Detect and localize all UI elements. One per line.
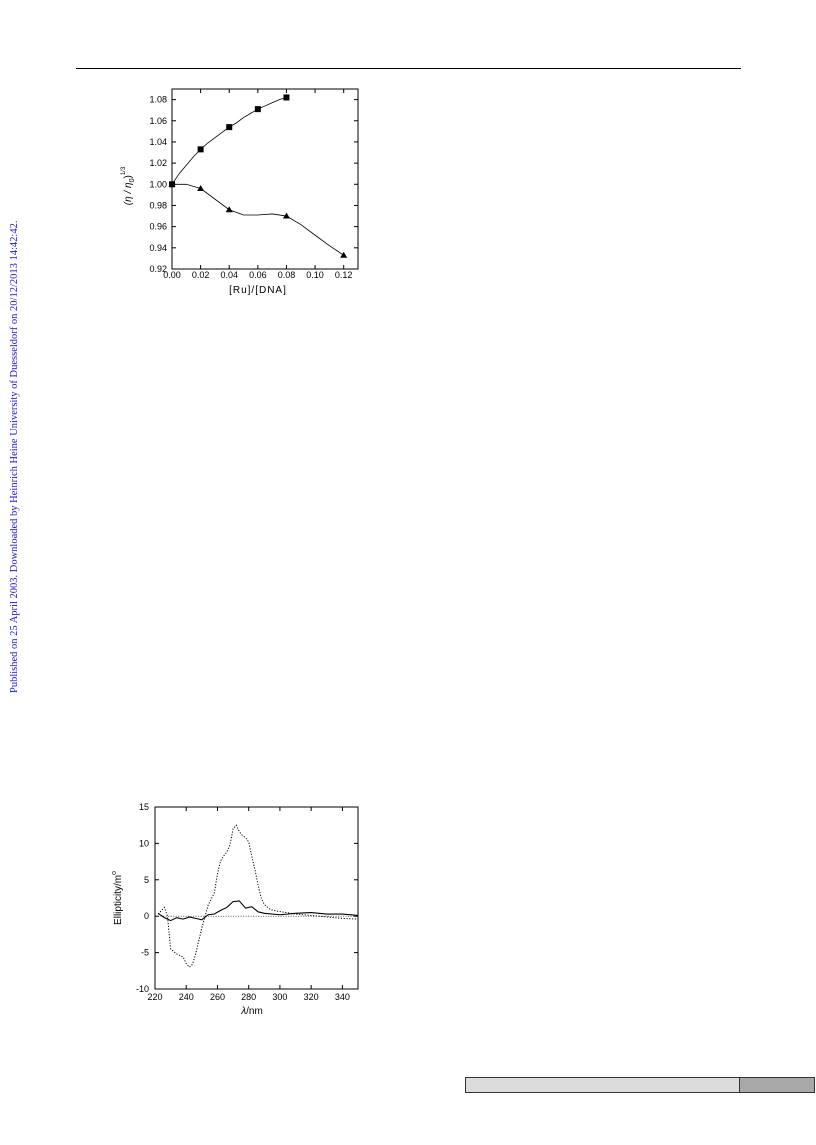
chart1-x-ticks [163, 89, 352, 280]
chart2-x-axis-label [240, 1006, 263, 1017]
chart2-x-tick-label: 240 [178, 992, 194, 1002]
chart2-plot-frame [155, 807, 358, 989]
chart1-y-tick-label: 1.02 [149, 158, 167, 169]
chart1-x-axis-label: [Ru]/[DNA] [229, 285, 287, 296]
chart1-y-tick-label: 1.00 [149, 179, 167, 190]
chart2-y-tick-label: 5 [143, 874, 149, 885]
chart2-series-lines [158, 825, 358, 967]
chart1-triangle-point [226, 206, 233, 212]
chart1-fit-curves [172, 97, 344, 255]
chart2-y-tick-label: -5 [140, 947, 149, 958]
chart2-x-label-lambda: λ [241, 1006, 247, 1017]
chart2-x-tick-label: 300 [272, 992, 288, 1002]
chart1-fit-curve-1 [172, 97, 286, 184]
chart2-y-axis-label [111, 871, 124, 925]
chart1-square-point [255, 106, 261, 112]
chart1-plot-frame [172, 89, 358, 269]
chart1-x-tick-label: 0.06 [249, 270, 267, 280]
chart2-y-tick-label: 15 [138, 802, 149, 812]
chart2-x-tick-label: 320 [303, 992, 319, 1002]
chart1-y-tick-label: 1.08 [149, 94, 167, 105]
chart1-y-tick-label: 0.96 [149, 221, 167, 232]
chart1-square-point [226, 124, 232, 130]
chart1-square-point [198, 146, 204, 152]
chart2-y-tick-label: 0 [143, 911, 149, 922]
chart1-y-label-close: ) [123, 175, 134, 179]
viscosity-chart [121, 89, 358, 296]
chart1-y-tick-label: 0.92 [149, 264, 167, 274]
chart1-x-tick-label: 0.04 [220, 270, 238, 280]
chart2-x-tick-label: 340 [334, 992, 350, 1002]
chart2-y-label-degree: o [111, 871, 118, 875]
footer-page-bar-accent [739, 1078, 814, 1092]
chart1-x-tick-label: 0.00 [163, 270, 181, 280]
chart2-y-label-text: Ellipticity/m [113, 874, 124, 925]
chart2-x-label-unit: /nm [246, 1006, 263, 1017]
chart1-square-point [283, 94, 289, 100]
chart1-x-tick-label: 0.02 [191, 270, 210, 280]
chart1-x-tick-label: 0.12 [334, 270, 353, 280]
chart1-y-axis-label [121, 166, 136, 205]
chart1-triangle-point [340, 252, 347, 258]
chart2-y-ticks [136, 802, 358, 994]
chart1-y-label-main: (η / η [123, 182, 134, 206]
chart1-y-tick-label: 1.06 [149, 115, 167, 126]
chart1-y-label-sub: 0 [129, 178, 136, 183]
chart2-x-tick-label: 260 [209, 992, 225, 1002]
chart1-y-tick-label: 1.04 [149, 136, 167, 147]
chart2-y-tick-label: 10 [138, 838, 149, 849]
chart2-x-ticks [147, 807, 349, 1002]
chart1-data-points [169, 94, 348, 257]
publication-note-text: Published on 25 April 2003. Downloaded by Heinrich Heine University of Duesseldorf on 20/12/2013 14:42:42. [9, 220, 20, 693]
chart1-x-tick-label: 0.10 [306, 270, 324, 280]
chart2-solid-series [158, 901, 358, 921]
chart1-y-label-sup: 1/3 [121, 166, 127, 176]
footer-page-bar [465, 1077, 815, 1093]
chart2-x-tick-label: 220 [147, 992, 163, 1002]
chart1-y-tick-label: 0.98 [149, 200, 167, 211]
cd-spectrum-chart [111, 802, 358, 1017]
chart1-fit-curve-2 [172, 184, 344, 255]
chart2-y-tick-label: -10 [135, 984, 149, 994]
chart2-dotted-series [158, 825, 358, 967]
chart1-y-tick-label: 0.94 [149, 242, 167, 253]
chart1-x-tick-label: 0.08 [277, 270, 296, 280]
chart2-x-tick-label: 280 [241, 992, 257, 1002]
